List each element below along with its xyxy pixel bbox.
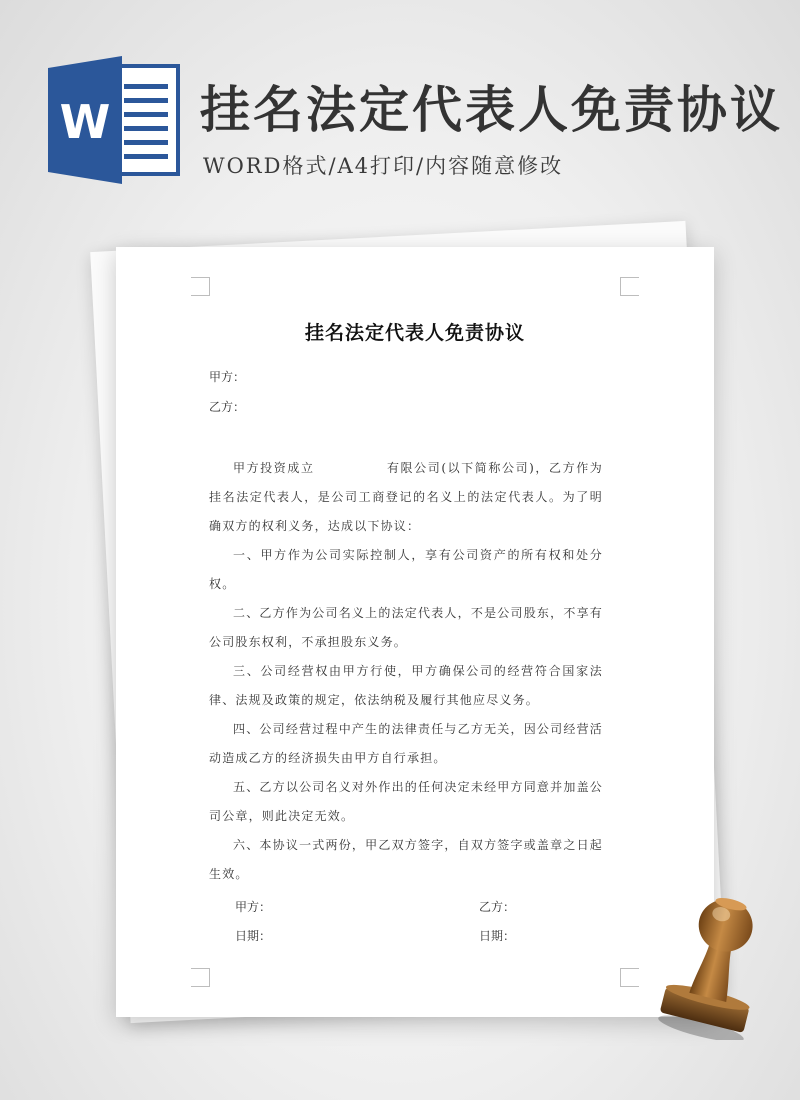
- crop-mark-top-left: [191, 277, 210, 296]
- crop-line: [621, 277, 639, 278]
- intro-text-before-blank: 甲方投资成立: [233, 461, 315, 475]
- clause-1: 一、甲方作为公司实际控制人，享有公司资产的所有权和处分权。: [209, 548, 603, 591]
- document-page: [116, 247, 714, 1017]
- crop-mark-bottom-right: [620, 968, 639, 987]
- clause-4: 四、公司经营过程中产生的法律责任与乙方无关，因公司经营活动造成乙方的经济损失由甲方自行承担。: [209, 722, 603, 765]
- clause-6: 六、本协议一式两份，甲乙双方签字，自双方签字或盖章之日起生效。: [209, 838, 603, 881]
- clause-2: 二、乙方作为公司名义上的法定代表人，不是公司股东，不享有公司股东权利，不承担股东义务。: [209, 606, 603, 649]
- crop-line: [191, 277, 209, 278]
- signature-party-a-label: 甲方：: [235, 900, 272, 914]
- word-icon-letter: W: [59, 95, 111, 149]
- signature-party-b-date-label: 日期：: [479, 929, 516, 943]
- clause-3: 三、公司经营权由甲方行使，甲方确保公司的经营符合国家法律、法规及政策的规定，依法纳税及履行其他应尽义务。: [209, 664, 603, 707]
- crop-mark-top-right: [620, 277, 639, 296]
- wooden-stamp-icon: [650, 880, 780, 1040]
- banner-title: 挂名法定代表人免责协议: [200, 81, 783, 139]
- crop-line: [621, 986, 639, 987]
- clause-5: 五、乙方以公司名义对外作出的任何决定未经甲方同意并加盖公司公章，则此决定无效。: [209, 780, 603, 823]
- word-doc-icon: [48, 56, 182, 184]
- agreement-body: [209, 454, 603, 889]
- party-a-label: 甲方：: [209, 370, 246, 384]
- document-title: 挂名法定代表人免责协议: [304, 322, 525, 344]
- crop-line: [191, 986, 209, 987]
- intro-paragraph: [209, 454, 603, 541]
- signature-party-b-label: 乙方：: [479, 900, 516, 914]
- banner-subtitle: WORD格式/A4打印/内容随意修改: [203, 154, 564, 178]
- party-b-label: 乙方：: [209, 400, 246, 414]
- signature-party-a-date-label: 日期：: [235, 929, 272, 943]
- intro-text-after-blank: 有限公司(以下简称公司)，乙方作为挂名法定代表人，是公司工商登记的名义上的法定代表人。为了明确双方的权利义务，达成以下协议：: [209, 461, 604, 533]
- crop-mark-bottom-left: [191, 968, 210, 987]
